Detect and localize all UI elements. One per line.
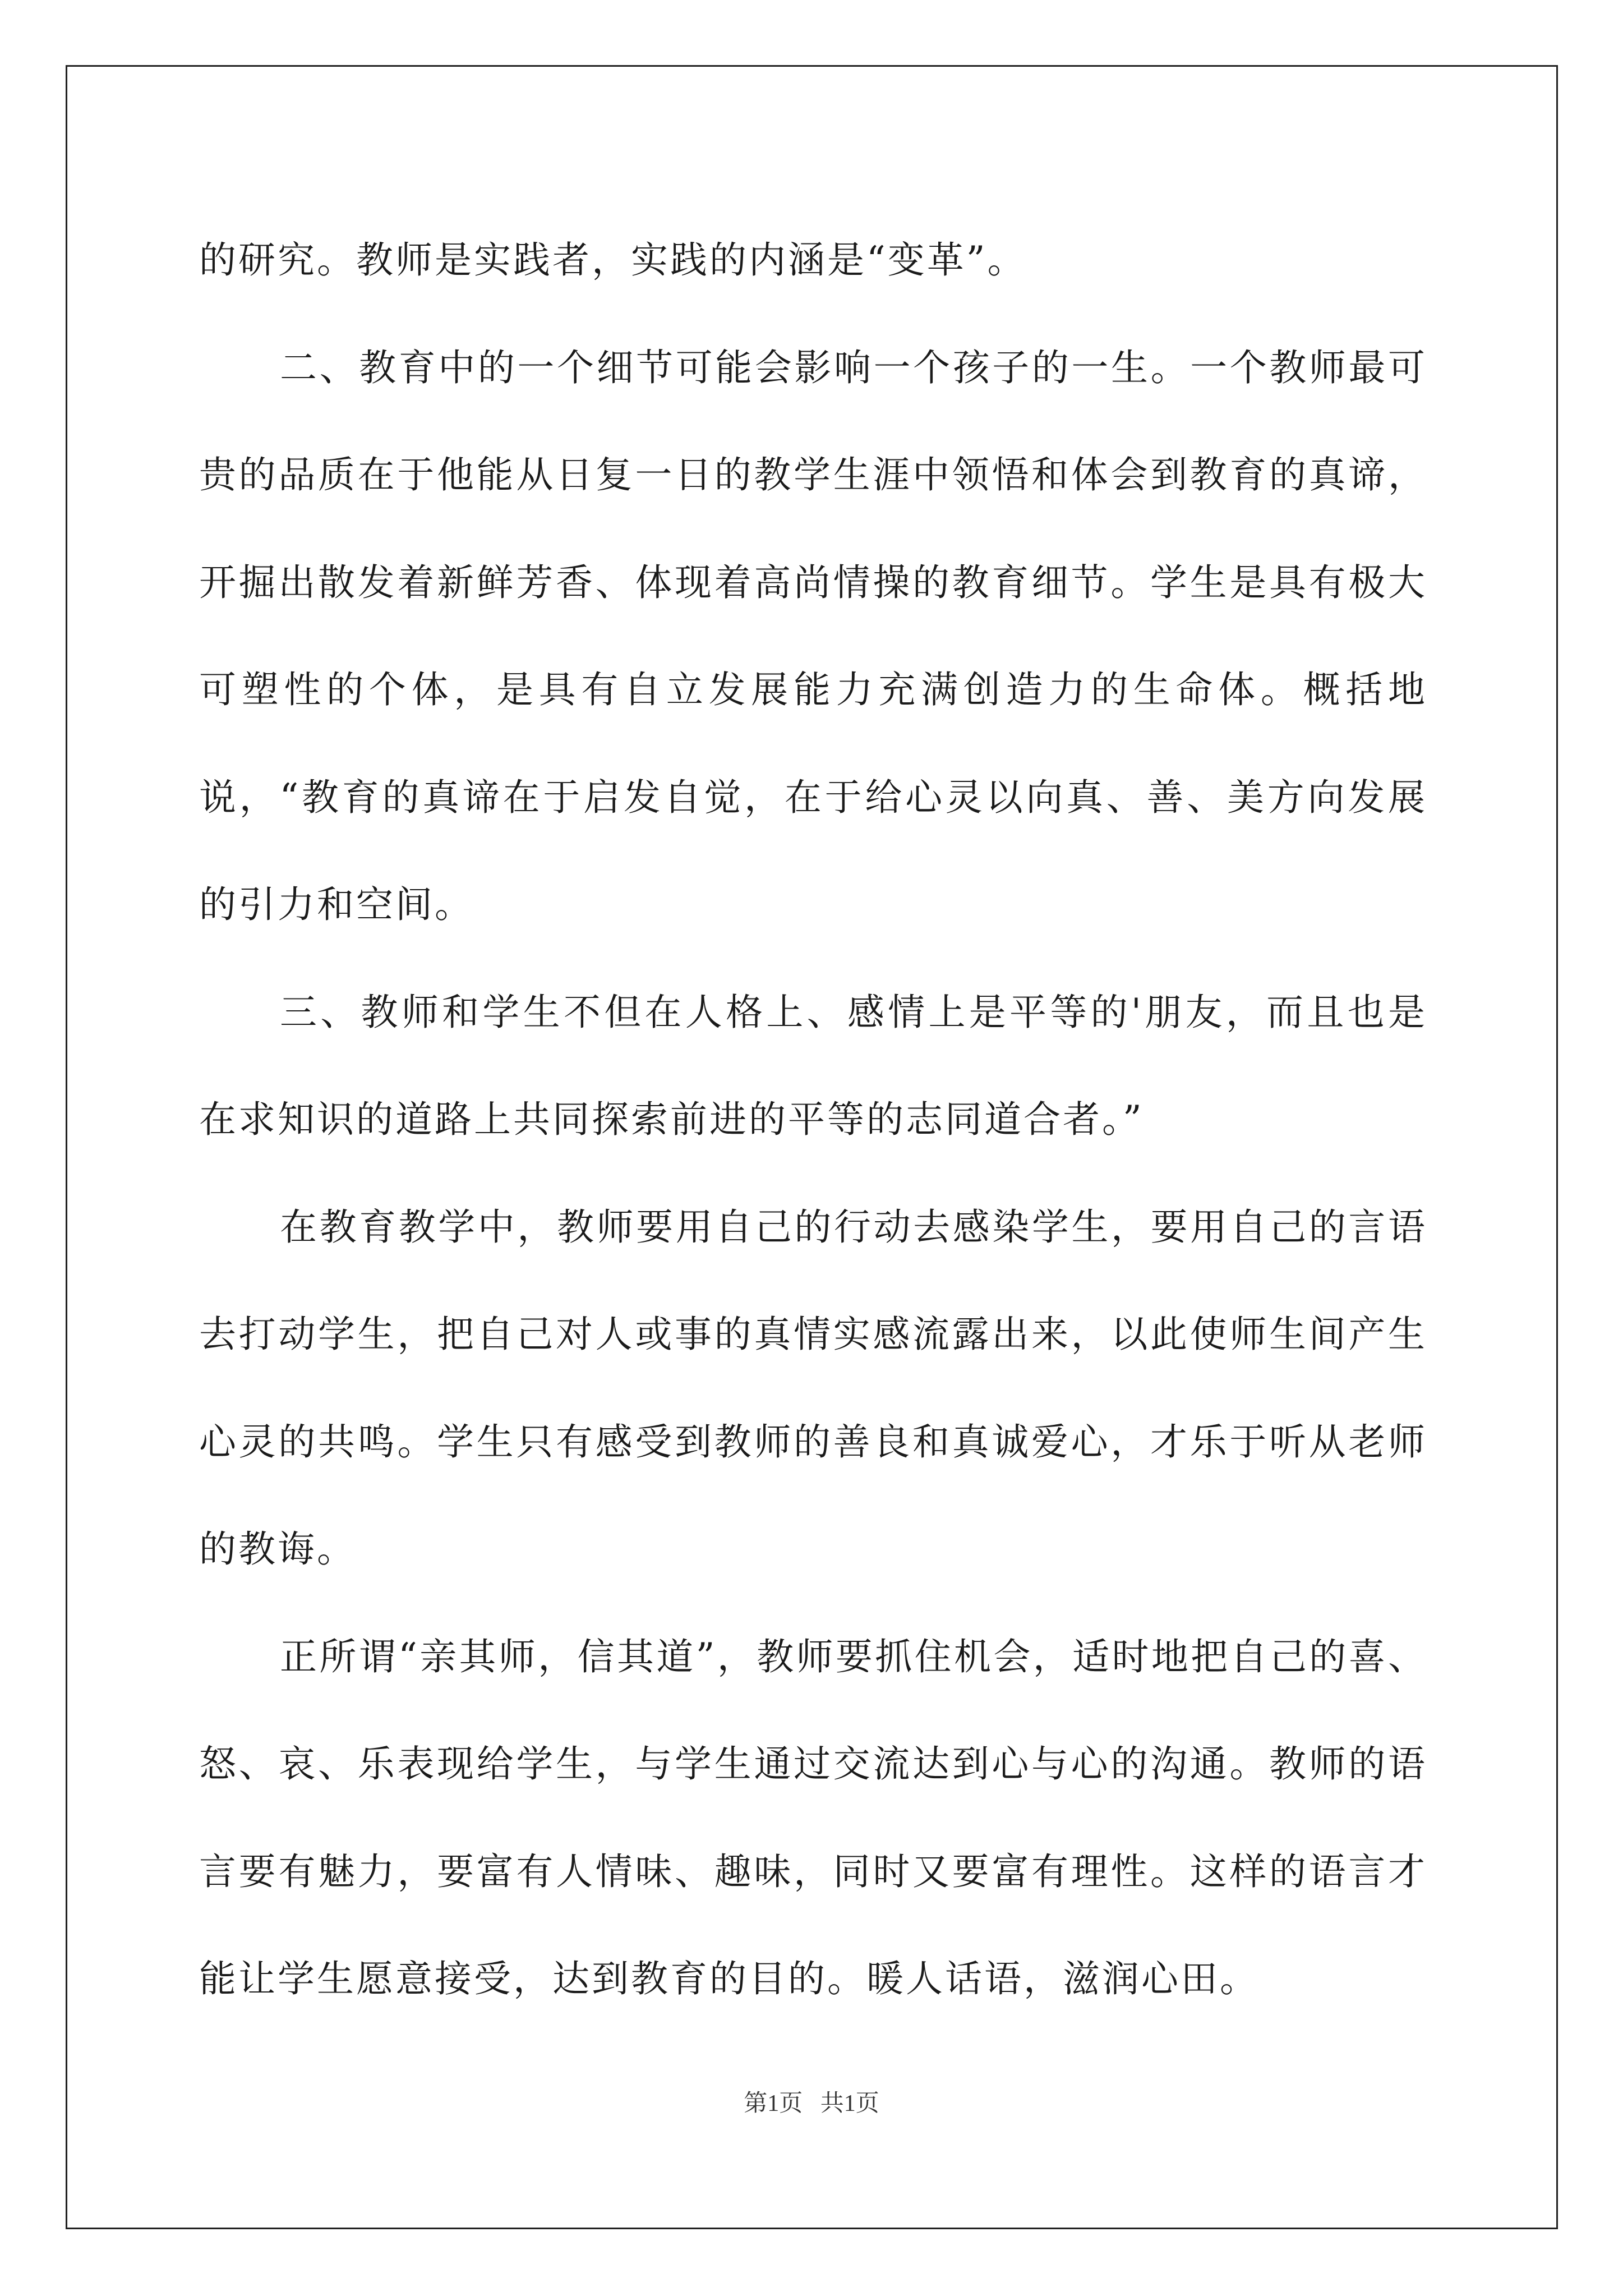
page-footer: [0, 2087, 1623, 2120]
paragraph-5: 正所谓“亲其师，信其道”，教师要抓住机会，适时地把自己的喜、怒、哀、乐表现给学生，与学生通过交流达到心与心的沟通。教师的语言要有魅力，要富有人情味、趣味，同时又要富有理性。这样的语言才能让学生愿意接受，达到教育的目的。暖人话语，滋润心田。: [199, 1635, 1427, 2000]
paragraph-1: 的研究。教师是实践者，实践的内涵是“变革”。: [199, 238, 1027, 282]
document-body: [199, 206, 1427, 2033]
paragraph-3: 三、教师和学生不但在人格上、感情上是平等的'朋友，而且也是在求知识的道路上共同探索前进的平等的志同道合者。”: [199, 990, 1427, 1141]
paragraph-2: 二、教育中的一个细节可能会影响一个孩子的一生。一个教师最可贵的品质在于他能从日复一日的教学生涯中领悟和体会到教育的真谛，开掘出散发着新鲜芳香、体现着高尚情操的教育细节。学生是具有极大可塑性的个体，是具有自立发展能力充满创造力的生命体。概括地说，“教育的真谛在于启发自觉，在于给心灵以向真、善、美方向发展的引力和空间。: [199, 346, 1427, 926]
page-number: 第1页 共1页: [744, 2091, 879, 2116]
paragraph-4: 在教育教学中，教师要用自己的行动去感染学生，要用自己的言语去打动学生，把自己对人或事的真情实感流露出来，以此使师生间产生心灵的共鸣。学生只有感受到教师的善良和真诚爱心，才乐于听从老师的教诲。: [199, 1205, 1427, 1571]
